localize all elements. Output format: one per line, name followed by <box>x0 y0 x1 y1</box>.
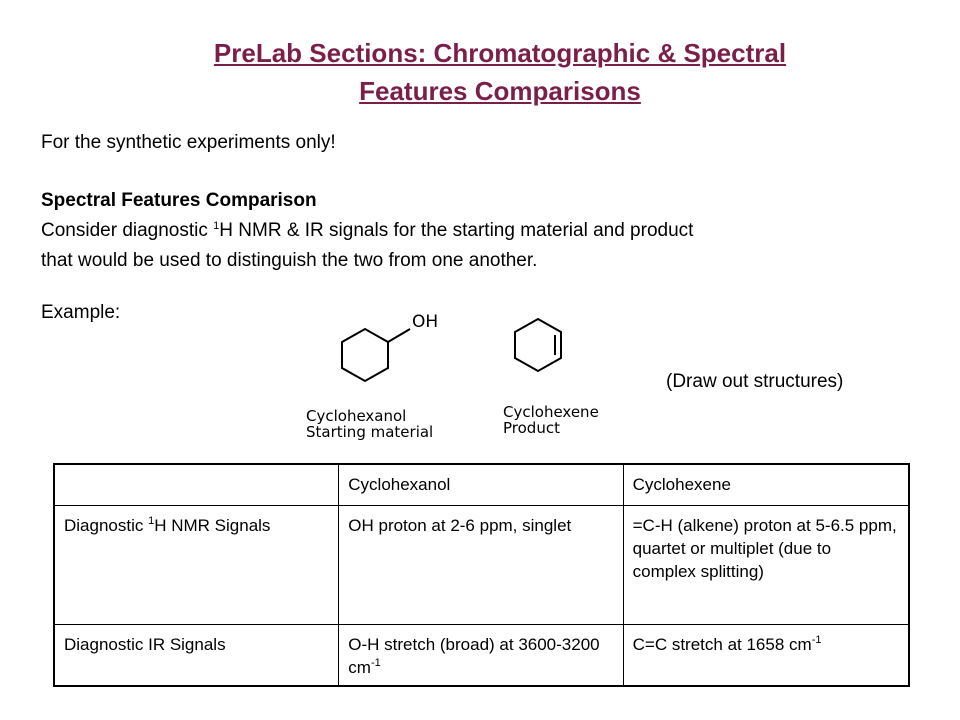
table-header-row <box>54 464 909 506</box>
table-row <box>54 506 909 625</box>
nmr-cyclohexene-cell: =C-H (alkene) proton at 5-6.5 ppm, quartet or multiplet (due to complex splitting) <box>623 506 909 625</box>
superscript-1: 1 <box>213 220 220 232</box>
header-cell-cyclohexene: Cyclohexene <box>623 464 909 506</box>
section-line-2: that would be used to distinguish the two from one another. <box>41 250 538 271</box>
title-line-2: Features Comparisons <box>359 76 641 106</box>
ir-cyclohexene-text: C=C stretch at 1658 cm <box>632 635 812 654</box>
nmr-label-end: H NMR Signals <box>154 516 271 535</box>
cyclohexanol-caption <box>306 408 433 440</box>
oh-label: OH <box>412 312 439 332</box>
table-row <box>54 625 909 687</box>
cyclohexanol-structure-icon <box>330 305 450 385</box>
nmr-row-label <box>54 506 339 625</box>
cyclohexene-name: Cyclohexene <box>503 403 599 421</box>
nmr-label-start: Diagnostic <box>64 516 149 535</box>
header-cell-cyclohexanol: Cyclohexanol <box>339 464 623 506</box>
ir-cyclohexene-cell <box>623 625 909 687</box>
section-line-1-end: H NMR & IR signals for the starting material and product <box>219 220 694 241</box>
ir-cyclohexanol-superscript: -1 <box>370 657 381 669</box>
cyclohexene-structure-icon <box>505 312 585 382</box>
section-line-1-start: Consider diagnostic <box>41 220 214 241</box>
ir-cyclohexanol-text: O-H stretch (broad) at 3600-3200 cm <box>348 635 600 677</box>
comparison-table <box>53 463 910 687</box>
title-line-1: PreLab Sections: Chromatographic & Spectral <box>213 38 787 68</box>
nmr-label-superscript: 1 <box>148 515 155 527</box>
ir-row-label: Diagnostic IR Signals <box>54 625 339 687</box>
nmr-cyclohexanol-cell: OH proton at 2-6 ppm, singlet <box>339 506 623 625</box>
section-line-1 <box>41 216 693 246</box>
example-label: Example: <box>41 302 121 323</box>
draw-note: (Draw out structures) <box>666 371 844 392</box>
ir-cyclohexene-superscript: -1 <box>811 634 822 646</box>
cyclohexanol-role: Starting material <box>306 423 434 441</box>
intro-text: For the synthetic experiments only! <box>41 132 336 153</box>
page-title <box>0 34 960 110</box>
section-heading: Spectral Features Comparison <box>41 190 317 211</box>
cyclohexene-caption <box>503 404 599 436</box>
ir-cyclohexanol-cell <box>339 625 623 687</box>
cyclohexanol-name: Cyclohexanol <box>306 407 407 425</box>
header-cell-empty <box>54 464 339 506</box>
cyclohexene-role: Product <box>503 419 560 437</box>
spectral-section <box>41 186 693 276</box>
